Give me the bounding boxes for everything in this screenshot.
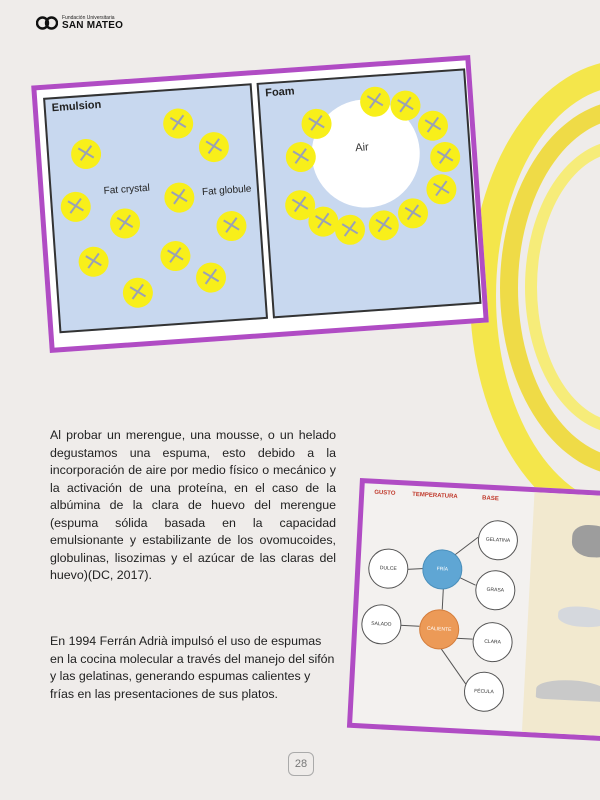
foam-classification-figure (347, 478, 600, 743)
fat-globule (429, 141, 461, 173)
fat-globule (159, 240, 191, 272)
node-fecula: FÉCULA (463, 671, 505, 713)
emulsion-panel (43, 83, 268, 333)
foam-samples-photo (522, 492, 600, 737)
fat-crystal-label: Fat crystal (103, 182, 151, 197)
fat-globule (425, 173, 457, 205)
header-gusto: GUSTO (374, 489, 396, 497)
foam-panel (257, 68, 482, 318)
fat-globule (368, 209, 400, 241)
air-label: Air (354, 141, 370, 155)
paragraph-meringue-foam: Al probar un merengue, una mousse, o un helado degustamos una espuma, esto debido a la incorporación de aire por medio físico o mecánico y la activación de una proteína, en el caso de la albúmina de la clara de huevo del merengue (espuma sólida basada en la capacidad emulsionante y estabilizante de los ovomucoides, globulinas, lisozimas y el azúcar de las claras del huevo)(DC, 2017). (50, 428, 336, 582)
fat-foam-sample (558, 606, 600, 629)
fat-globule (109, 207, 141, 239)
logo-subtitle: Fundación Universitaria (62, 14, 115, 21)
fat-globule (122, 277, 154, 309)
paragraph-ferran-adria: En 1994 Ferrán Adrià impulsó el uso de espumas en la cocina molecular a través del manejo del sifón y las gelatinas, generando espumas calientes y frías en las presentaciones de sus platos. (50, 634, 335, 701)
emulsion-label: Emulsion (51, 98, 102, 115)
node-grasa: GRASA (474, 569, 516, 611)
fat-globule (334, 214, 366, 246)
node-caliente: CALIENTE (418, 608, 460, 650)
fat-globule (163, 182, 195, 214)
emulsion-foam-figure (31, 55, 489, 353)
logo-title: SAN MATEO (62, 19, 124, 31)
fat-globule (215, 210, 247, 242)
fat-globule (195, 262, 227, 294)
starch-foam-sample (536, 679, 600, 703)
fat-globule (162, 108, 194, 140)
fat-globule (397, 197, 429, 229)
node-dulce: DULCE (367, 548, 409, 590)
fat-globule (198, 131, 230, 163)
node-clara: CLARA (472, 621, 514, 663)
node-salado: SALADO (360, 603, 402, 645)
fat-globule-label: Fat globule (201, 183, 252, 199)
header-temperatura: TEMPERATURA (412, 491, 458, 501)
fat-globule (70, 138, 102, 170)
fat-globule (78, 246, 110, 278)
node-fria: FRÍA (421, 548, 463, 590)
fat-globule (60, 191, 92, 223)
page-number: 28 (288, 752, 314, 776)
foam-label: Foam (264, 85, 295, 100)
university-logo (36, 14, 123, 32)
node-gelatina: GELATINA (477, 519, 519, 561)
header-base: BASE (481, 495, 499, 503)
logo-mark-icon (36, 14, 58, 32)
fat-globule (417, 110, 449, 142)
gelatin-foam-sample (571, 524, 600, 558)
